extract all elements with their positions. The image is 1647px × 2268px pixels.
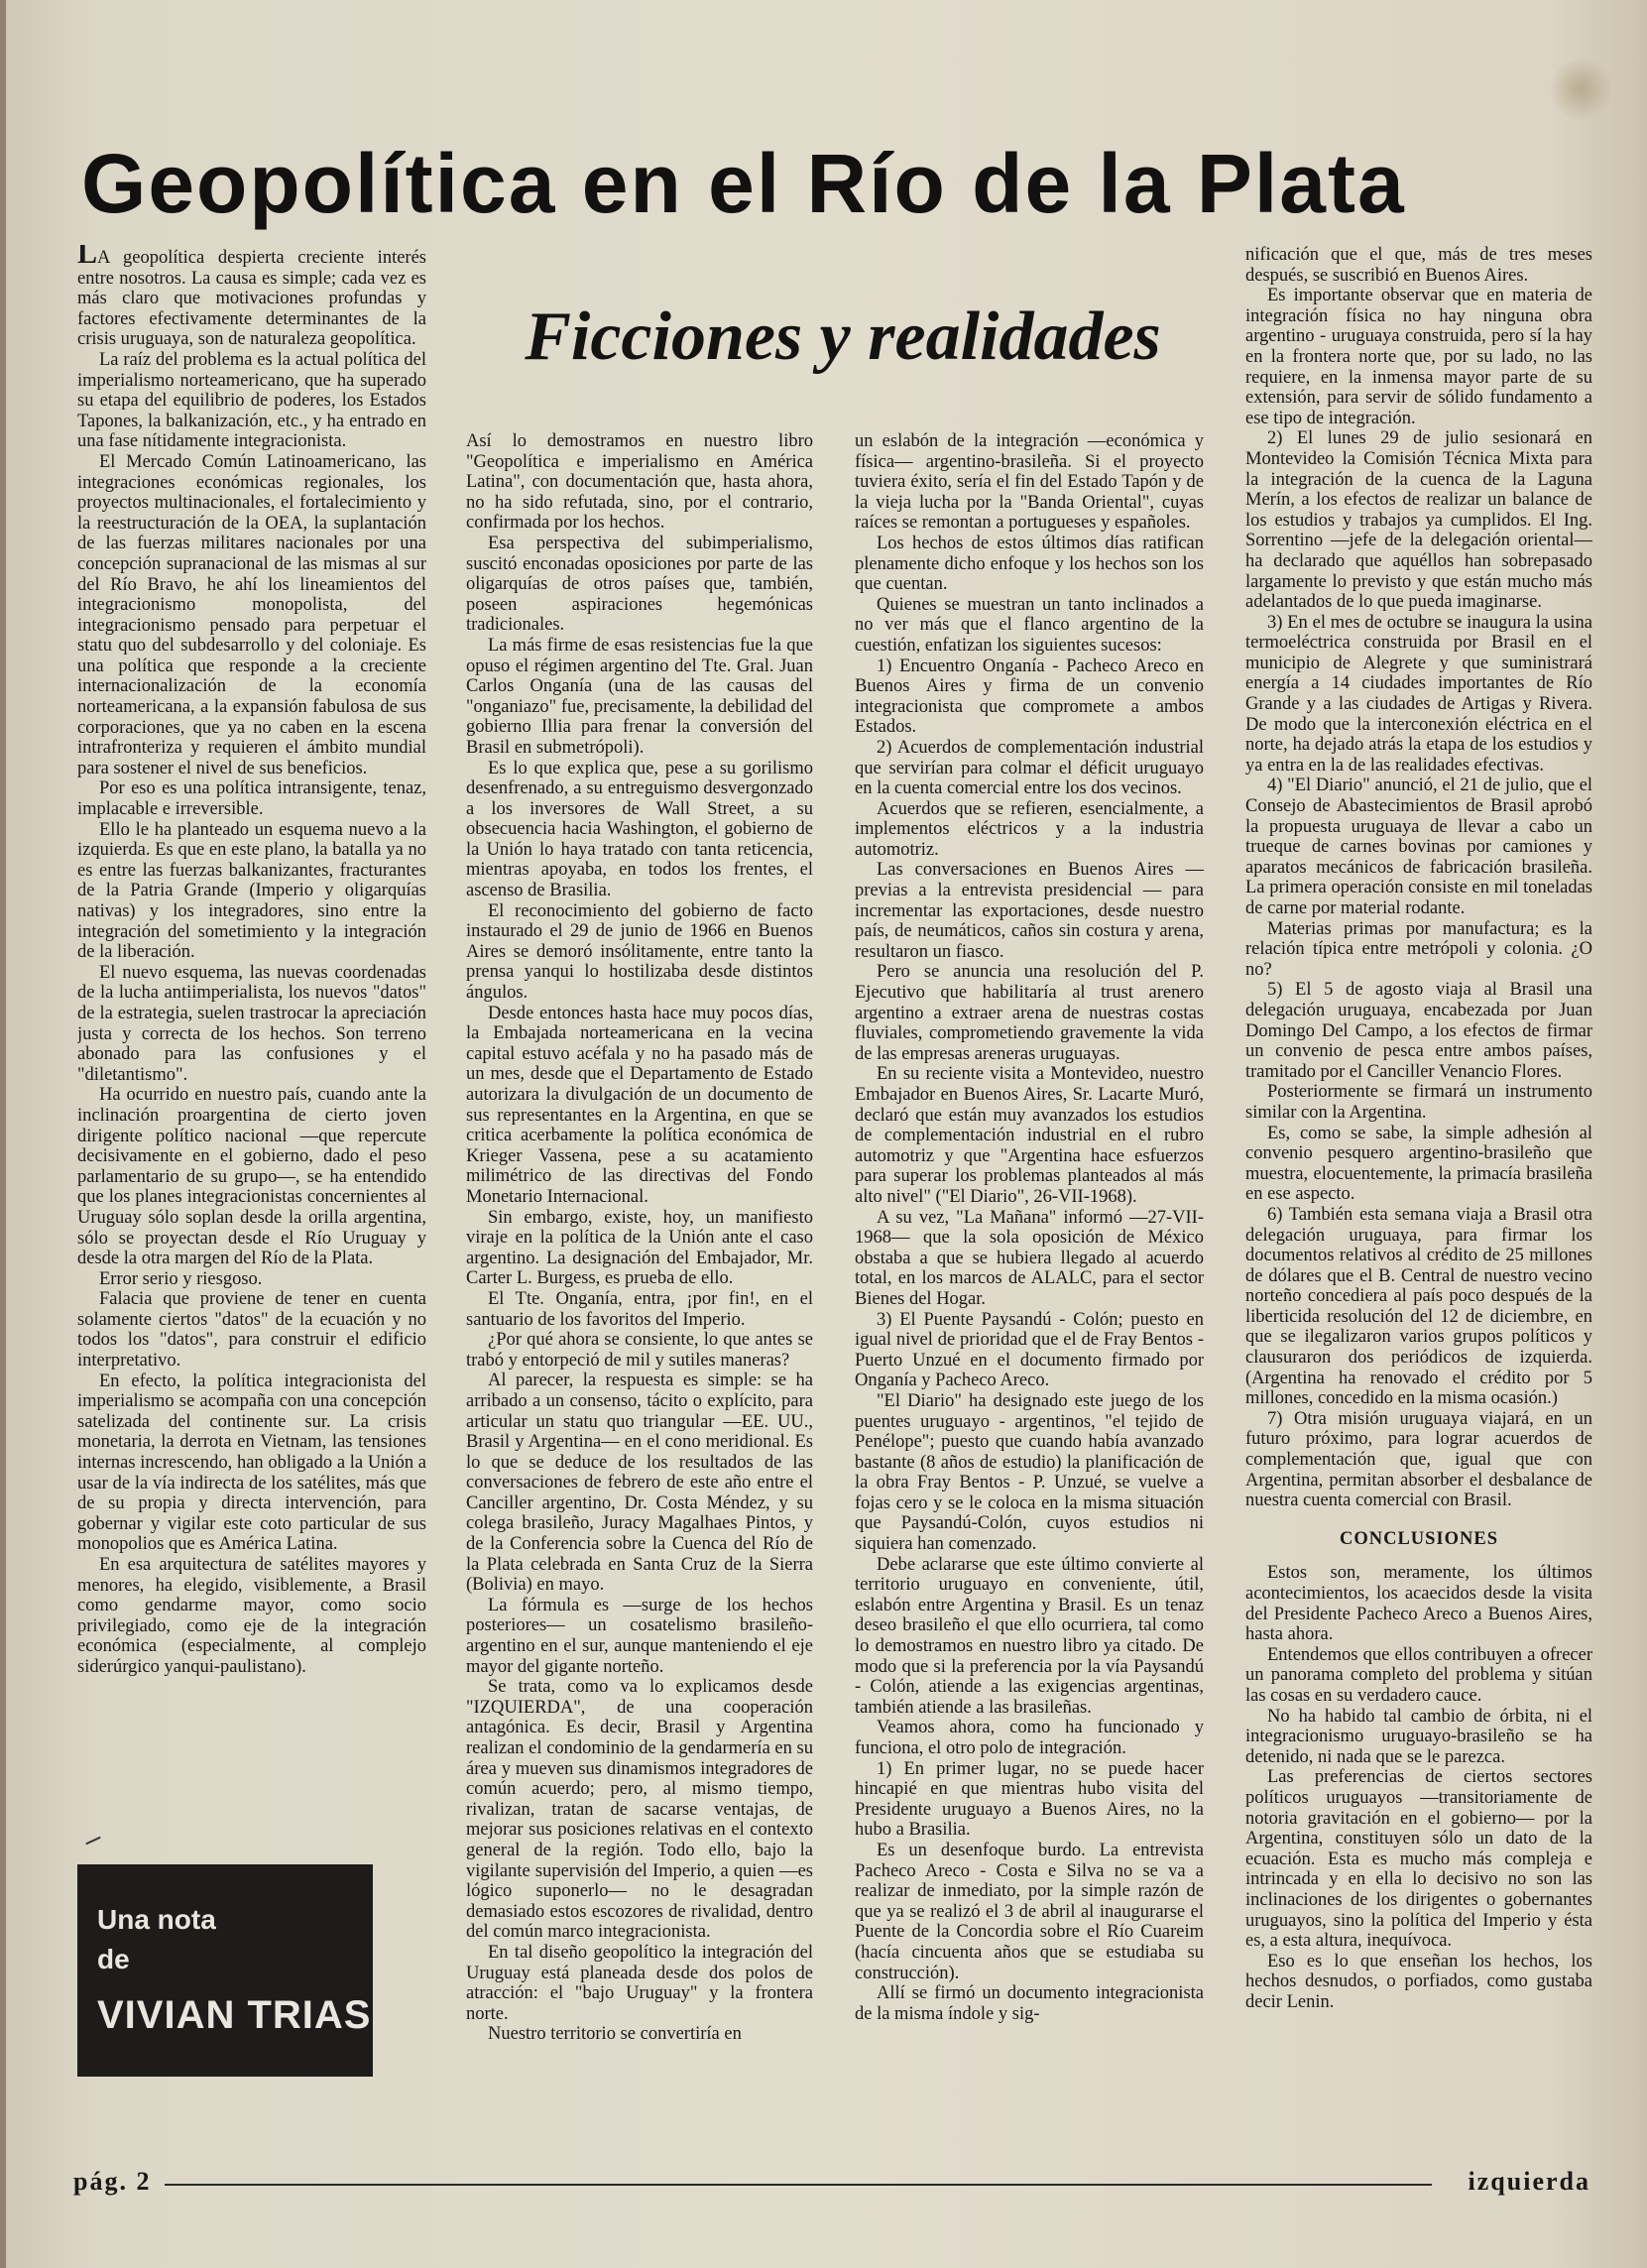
article-paragraph: No ha habido tal cambio de órbita, ni el integracionismo uruguayo-brasileño se ha detenido, ni nada que se le parezca. [1245, 1706, 1592, 1767]
drop-cap: L [77, 245, 98, 270]
article-paragraph: La más firme de esas resistencias fue la que opuso el régimen argentino del Tte. Gral. Juan Carlos Onganía (una de las causas del "onganiazo" fue, precisamente, la debilidad del gobierno Illia para frenar la conversión del Brasil en submetrópoli). [466, 635, 813, 758]
article-paragraph: Ha ocurrido en nuestro país, cuando ante la inclinación proargentina de cierto joven dirigente político nacional —que repercute decisivamente en el gobierno, dado el peso parlamentario de su grupo—, se ha entendido que los planes integracionistas concernientes al Uruguay sólo soplan desde la orilla argentina, sólo se proyectan desde el Río Uruguay y desde la otra margen del Río de la Plata. [77, 1085, 426, 1269]
paper-stain [1547, 60, 1616, 119]
article-paragraph: Materias primas por manufactura; es la relación típica entre metrópoli y colonia. ¿O no? [1245, 918, 1592, 980]
article-paragraph: Error serio y riesgoso. [99, 1268, 263, 1289]
article-paragraph: ¿Por qué ahora se consiente, lo que antes se trabó y entorpeció de mil y sutiles maneras? [466, 1330, 813, 1371]
article-paragraph: Es, como se sabe, la simple adhesión al convenio pesquero argentino-brasileño que muestra, elocuentemente, la primacía brasileña en ese aspecto. [1245, 1123, 1592, 1205]
article-paragraph: 3) El Puente Paysandú - Colón; puesto en igual nivel de prioridad que el de Fray Bentos - Puerto Unzué en el documento firmado por Onganía y Pacheco Areco. [855, 1309, 1204, 1391]
article-paragraph: En esa arquitectura de satélites mayores y menores, ha elegido, visiblemente, a Brasil como gendarme mayor, como socio privilegiado, como eje de la integración económica (especialmente, al complejo siderúrgico yanqui-paulistano). [77, 1555, 426, 1677]
article-paragraph: Es importante observar que en materia de integración física no hay ninguna obra argentino - uruguaya construida, pero sí la hay en la frontera norte que, por su lado, no las requiere, en la inmensa mayor parte de su extensión, para servir de sólido fundamento a ese tipo de integración. [1245, 286, 1592, 428]
article-paragraph: El Mercado Común Latinoamericano, las integraciones económicas regionales, los proyectos multinacionales, el fortalecimiento y la reestructuración de la OEA, la suplantación de las fuerzas militares nacionales por una concepción supranacional de las mismas al sur del Río Bravo, he ahí los lineamientos del integracionismo monopolista, del integracionismo pensado para perpetuar el statu quo del subdesarrollo y del coloniaje. Es una política que responde a la creciente internacionalización de la economía norteamericana, a la expansión fabulosa de sus corporaciones, que ya no caben en la escena intrafronteriza y requieren el ámbito mundial para sostener el nivel de sus beneficios. [77, 451, 426, 778]
article-paragraph: Acuerdos que se refieren, esencialmente, a implementos eléctricos y a la industria automotriz. [855, 798, 1204, 860]
article-paragraph: Las conversaciones en Buenos Aires — previas a la entrevista presidencial — para incrementar las exportaciones, desde nuestro país, de neumáticos, caños sin costura y arena, resultaron un fiasco. [855, 860, 1204, 962]
article-paragraph: Sin embargo, existe, hoy, un manifiesto viraje en la política de la Unión ante el caso argentino. La designación del Embajador, Mr. Carter L. Burgess, es prueba de ello. [466, 1207, 813, 1289]
article-paragraph: 5) El 5 de agosto viaja al Brasil una delegación uruguaya, encabezada por Juan Domingo Del Campo, a los efectos de firmar un convenio de pesca entre ambos países, tramitado por el Canciller Venancio Flores. [1245, 980, 1592, 1082]
page-footer [73, 2167, 1590, 2197]
article-paragraph: Eso es lo que enseñan los hechos, los hechos desnudos, o porfiados, como gustaba decir Lenin. [1245, 1951, 1592, 2012]
article-paragraph: Pero se anuncia una resolución del P. Ejecutivo que habilitaría al trust arenero argentino a extraer arena de nuestras costas fluviales, comprometiendo gravemente la vida de las empresas areneras uruguayas. [855, 962, 1204, 1064]
article-paragraph: 2) Acuerdos de complementación industrial que servirían para colmar el déficit uruguayo en la cuenta comercial entre los dos vecinos. [855, 737, 1204, 799]
article-paragraph: nificación que el que, más de tres meses después, se suscribió en Buenos Aires. [1245, 245, 1592, 286]
article-paragraph: Esa perspectiva del subimperialismo, suscitó enconadas oposiciones por parte de las oligarquías de otros países que, también, poseen aspiraciones hegemónicas tradicionales. [466, 533, 813, 636]
article-paragraph: En tal diseño geopolítico la integración del Uruguay está planeada desde dos polos de atracción: el "bajo Uruguay" y la frontera norte. [466, 1942, 813, 2024]
article-paragraph: La fórmula es —surge de los hechos posteriores— un cosatelismo brasileño-argentino en el sur, aunque manteniendo el eje mayor del gigante norteño. [466, 1595, 813, 1677]
headline: Geopolítica en el Río de la Plata [81, 137, 1406, 230]
article-paragraph: En su reciente visita a Montevideo, nuestro Embajador en Buenos Aires, Sr. Lacarte Muró, declaró que están muy avanzados los estudios de complementación industrial en el rubro automotriz y que "Argentina hace esfuerzos para superar los problemas planteados al más alto nivel" ("El Diario", 26-VII-1968). [855, 1064, 1204, 1207]
article-paragraph: Ello le ha planteado un esquema nuevo a la izquierda. Es que en este plano, la batalla ya no es entre las fuerzas balkanizantes, fracturantes de la Patria Grande (Imperio y oligarquías nativas) y los integradores, sino entre la integración del sometimiento y la integración de la liberación. [77, 819, 426, 963]
author-box-line2: de [97, 1944, 130, 1974]
article-paragraph: 1) En primer lugar, no se puede hacer hincapié en que mientras hubo visita del Presidente uruguayo a Buenos Aires, no la hubo a Brasilia. [855, 1758, 1204, 1841]
article-paragraph: Al parecer, la respuesta es simple: se ha arribado a un consenso, tácito o explícito, para articular un statu quo triangular —EE. UU., Brasil y Argentina— en el cono meridional. Es lo que se deduce de los resultados de las conversaciones de febrero de este año entre el Canciller argentino, Dr. Costa Méndez, y su colega brasileño, Juracy Magalhaes Pintos, y de la Conferencia sobre la Cuenca del Río de la Plata celebrada en Santa Cruz de la Sierra (Bolivia) en mayo. [466, 1371, 813, 1596]
article-paragraph: LA geopolítica despierta creciente interés entre nosotros. La causa es simple; cada vez es más claro que motivaciones profundas y factores efectivamente determinantes de la crisis uruguaya, son de naturaleza geopolítica. [77, 245, 426, 350]
page-edge [0, 0, 6, 2268]
article-paragraph: La raíz del problema es la actual política del imperialismo norteamericano, que ha superado su etapa del equilibrio de poderes, los Estados Tapones, la balkanización, etc., y ha entrado en una fase nítidamente integracionista. [77, 349, 426, 452]
article-paragraph: Posteriormente se firmará un instrumento similar con la Argentina. [1245, 1082, 1592, 1123]
article-paragraph: Falacia que proviene de tener en cuenta solamente ciertos "datos" de la ecuación y no todos los "datos", para construir el edificio interpretativo. [77, 1289, 426, 1372]
article-paragraph: El Tte. Onganía, entra, ¡por fin!, en el santuario de los favoritos del Imperio. [466, 1288, 813, 1330]
article-column-2 [466, 431, 813, 2197]
section-heading: CONCLUSIONES [1339, 1528, 1499, 1549]
article-paragraph: 1) Encuentro Onganía - Pacheco Areco en Buenos Aires y firma de un convenio integracionista que compromete a ambos Estados. [855, 656, 1204, 738]
page-number: pág. 2 [73, 2167, 152, 2196]
author-name: VIVIAN TRIAS [97, 1993, 372, 2037]
article-paragraph: 2) El lunes 29 de julio sesionará en Montevideo la Comisión Técnica Mixta para la integración de la cuenca de la Laguna Merín, a los efectos de realizar un balance de los estudios y trabajos ya cumplidos. El Ing. Sorrentino —jefe de la delegación oriental— ha declarado que aquéllos han sobrepasado largamente lo previsto y que están mucho más adelantados de lo que pueda imaginarse. [1245, 428, 1592, 613]
article-paragraph: En efecto, la política integracionista del imperialismo se acompaña con una concepción satelizada del continente sur. La crisis monetaria, la derrota en Vietnam, las tensiones internas increscendo, han obligado a la Unión a usar de la vía indirecta de los satélites, más que de su propia y directa intervención, para gobernar y vigilar este coto particular de sus monopolios que es América Latina. [77, 1371, 426, 1555]
article-paragraph: Veamos ahora, como ha funcionado y funciona, el otro polo de integración. [855, 1718, 1204, 1758]
article-paragraph: Las preferencias de ciertos sectores políticos uruguayos —transitoriamente de notoria gravitación en el gobierno— por la Argentina, constituyen sólo un dato de la ecuación. Esta es mucho más compleja e intrincada y en ella lo decisivo no son las inclinaciones de los dirigentes o gobernantes uruguayos, sino la política del Imperio y ésta es, a esta altura, inequívoca. [1245, 1767, 1592, 1952]
article-paragraph: A su vez, "La Mañana" informó —27-VII-1968— que la sola oposición de México obstaba a que se hubiera llegado al acuerdo total, en los marcos de ALALC, para el sector Bienes del Hogar. [855, 1207, 1204, 1309]
article-paragraph: un eslabón de la integración —económica y física— argentino-brasileña. Si el proyecto tuviera éxito, sería el fin del Estado Tapón y de la vieja lucha por la "Banda Oriental", cuyas raíces se remontan a portugueses y españoles. [855, 431, 1204, 534]
article-paragraph: Desde entonces hasta hace muy pocos días, la Embajada norteamericana en la vecina capital estuvo acéfala y no ha pasado más de un mes, desde que el Departamento de Estado autorizara la divulgación de un documento de sus representantes en la Argentina, en que se critica acerbamente la política económica de Krieger Vassena, pese a su acatamiento milimétrico de las directivas del Fondo Monetario Internacional. [466, 1003, 813, 1207]
author-box-line1: Una nota [97, 1904, 216, 1935]
article-paragraph: El reconocimiento del gobierno de facto instaurado el 29 de junio de 1966 en Buenos Aires se demoró insólitamente, entre tanto la prensa yanqui lo hostilizaba desde distintos ángulos. [466, 900, 813, 1004]
footer-rule [165, 2184, 1432, 2186]
author-box [77, 1864, 373, 2077]
article-paragraph: Allí se firmó un documento integracionista de la misma índole y sig- [855, 1983, 1204, 2024]
subheadline: Ficciones y realidades [525, 298, 1161, 375]
article-paragraph: Entendemos que ellos contribuyen a ofrecer un panorama completo del problema y sitúan las cosas en su verdadero cauce. [1245, 1644, 1592, 1706]
article-paragraph: 6) También esta semana viaja a Brasil otra delegación uruguaya, para firmar los documentos relativos al crédito de 25 millones de dólares que el B. Central de nuestro vecino norteño concediera al país poco después de la liberticida resolución del 12 de diciembre, en que se ilegalizaron varios grupos políticos y clausuraron dos periódicos de izquierda. (Argentina ha renovado el crédito por 5 millones, concedido en la misma ocasión.) [1245, 1204, 1592, 1409]
article-column-4 [1245, 245, 1592, 2189]
publication-name: izquierda [1468, 2167, 1590, 2196]
article-paragraph: 3) En el mes de octubre se inaugura la usina termoeléctrica construida por Brasil en el municipio de Alegrete y que suministrará energía a 14 ciudades importantes de Río Grande y a las ciudades de Artigas y Rivera. De modo que la interconexión eléctrica en el norte, ha dejado atrás la etapa de los estudios y ya entra en la de las realidades efectivas. [1245, 612, 1592, 776]
article-column-1 [77, 245, 426, 1792]
article-paragraph: Los hechos de estos últimos días ratifican plenamente dicho enfoque y los hechos son los que cuentan. [855, 533, 1204, 595]
article-paragraph: "El Diario" ha designado este juego de los puentes uruguayo - argentinos, "el tejido de Penélope"; puesto que cuando había avanzado bastante (8 años de estudio) la planificación de la obra Fray Bentos - P. Unzué, se vuelve a fojas cero y se le coloca en la misma situación que Paysandú-Colón, cuyos estudios ni siquiera han comenzado. [855, 1390, 1204, 1555]
article-paragraph: 4) "El Diario" anunció, el 21 de julio, que el Consejo de Abastecimientos de Brasil aprobó la propuesta uruguaya de llevar a cabo un trueque de carnes bovinas por camiones y aparatos mecánicos de fabricación brasileña. La primera operación consiste en mil toneladas de carne por material rodante. [1245, 776, 1592, 918]
article-paragraph: Por eso es una política intransigente, tenaz, implacable e irreversible. [77, 778, 426, 820]
article-paragraph: 7) Otra misión uruguaya viajará, en un futuro próximo, para lograr acuerdos de complementación que, igual que con Argentina, permitan absorber el desbalance de nuestra cuenta comercial con Brasil. [1245, 1408, 1592, 1511]
article-paragraph: Así lo demostramos en nuestro libro "Geopolítica e imperialismo en América Latina", con documentación que, hasta ahora, no ha sido refutada, sino, por el contrario, confirmada por los hechos. [466, 431, 813, 534]
pen-mark [85, 1837, 100, 1846]
article-paragraph: Estos son, meramente, los últimos acontecimientos, los acaecidos desde la visita del Presidente Pacheco Areco a Buenos Aires, hasta ahora. [1245, 1563, 1592, 1645]
article-paragraph: Nuestro territorio se convertiría en [488, 2024, 742, 2045]
article-paragraph: Es lo que explica que, pese a su gorilismo desenfrenado, a su entreguismo desvergonzado a los inversores de Wall Street, a su obsecuencia hacia Washington, el gobierno de la Unión lo haya tratado con tanta reticencia, mientras apoyaba, en todos los frentes, el ascenso de Brasilia. [466, 758, 813, 901]
article-paragraph: Es un desenfoque burdo. La entrevista Pacheco Areco - Costa e Silva no se va a realizar de inmediato, por la simple razón de que ya se realizó el 3 de abril al inaugurarse el Puente de la Concordia sobre el Río Cuareim (hacía cincuenta años que se estudiaba su construcción). [855, 1840, 1204, 1983]
article-paragraph: Se trata, como va lo explicamos desde "IZQUIERDA", de una cooperación antagónica. Es decir, Brasil y Argentina realizan el condominio de la gendarmería en su área y mueven sus dinamismos integradores de común acuerdo; pero, al mismo tiempo, rivalizan, tratan de sacarse ventajas, de mejorar sus posiciones relativas en el contexto general de la región. Todo ello, bajo la vigilante supervisión del Imperio, a quien —es lógico suponerlo— no le desagradan demasiado estos escozores de rivalidad, dentro del común marco integracionista. [466, 1677, 813, 1943]
article-column-3 [855, 431, 1204, 2197]
article-paragraph: Quienes se muestran un tanto inclinados a no ver más que el flanco argentino de la cuestión, enfatizan los siguientes sucesos: [855, 594, 1204, 656]
article-paragraph: Debe aclararse que este último convierte al territorio uruguayo en conveniente, útil, eslabón entre Argentina y Brasil. Es un tenaz deseo brasileño el que ello ocurriera, tal como lo demostramos en nuestro libro ya citado. De modo que si la preferencia por la vía Paysandú - Colón, atiende a las exigencias argentinas, también atiende a las brasileñas. [855, 1554, 1204, 1718]
article-paragraph: El nuevo esquema, las nuevas coordenadas de la lucha antiimperialista, los nuevos "datos" de la estrategia, suelen trastrocar la apreciación justa y correcta de los hechos. Son terreno abonado para las confusiones y el "diletantismo". [77, 962, 426, 1085]
